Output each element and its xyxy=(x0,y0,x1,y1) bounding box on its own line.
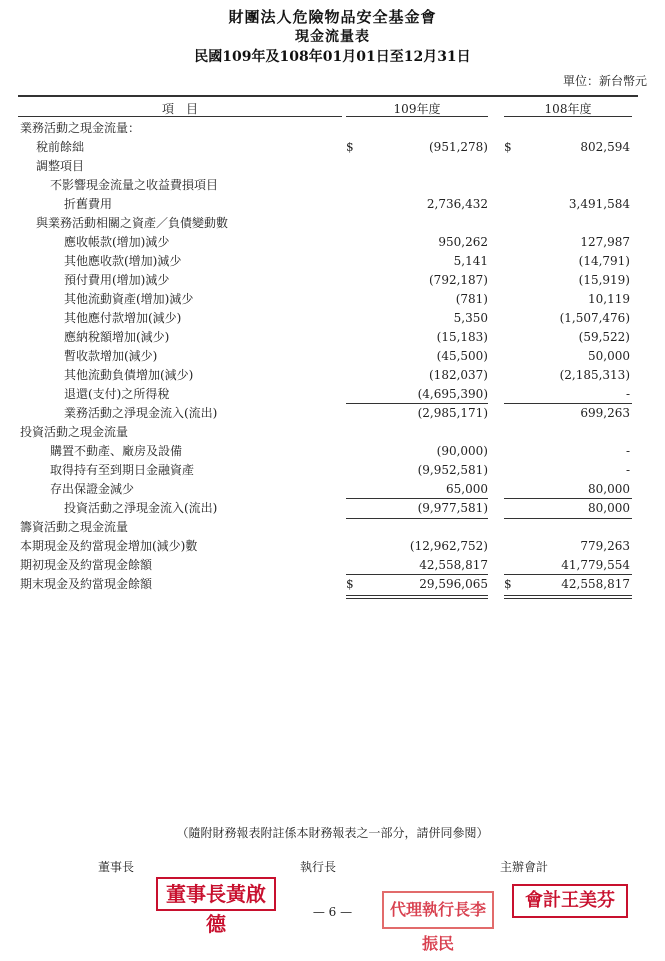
currency-symbol: $ xyxy=(346,140,354,154)
accountant-seal: 會計王美芬 xyxy=(512,884,628,918)
row-label: 業務活動之淨現金流入(流出) xyxy=(64,406,218,420)
value-108: 80,000 xyxy=(588,501,630,515)
row-label: 應收帳款(增加)減少 xyxy=(64,235,170,249)
row-label: 稅前餘絀 xyxy=(36,140,85,154)
page-number: — 6 — xyxy=(312,905,353,919)
value-108: 42,558,817 xyxy=(561,577,630,591)
table-row xyxy=(0,404,665,423)
top-rule xyxy=(18,95,638,97)
row-label: 購置不動產、廠房及設備 xyxy=(50,444,183,458)
row-label: 期初現金及約當現金餘額 xyxy=(20,558,153,572)
total-double-rule-109-b xyxy=(346,598,488,599)
report-title: 現金流量表 xyxy=(295,29,370,45)
value-108: - xyxy=(625,444,630,458)
ceo-seal: 代理執行長李振民 xyxy=(382,891,494,929)
table-row xyxy=(0,575,665,594)
row-label: 其他應付款增加(減少) xyxy=(64,311,182,325)
currency-symbol: $ xyxy=(346,577,354,591)
table-row xyxy=(0,442,665,461)
table-row xyxy=(0,499,665,518)
report-period: 民國109年及108年01月01日至12月31日 xyxy=(194,49,471,65)
table-row xyxy=(0,328,665,347)
currency-symbol: $ xyxy=(504,140,512,154)
value-109: (9,977,581) xyxy=(417,501,488,515)
table-row xyxy=(0,290,665,309)
chairman-label: 董事長 xyxy=(98,860,135,874)
accountant-label: 主辦會計 xyxy=(500,860,549,874)
value-109: 950,262 xyxy=(438,235,488,249)
value-108: (1,507,476) xyxy=(559,311,630,325)
ceo-label: 執行長 xyxy=(300,860,337,874)
row-label: 暫收款增加(減少) xyxy=(64,349,158,363)
report-org: 財團法人危險物品安全基金會 xyxy=(228,8,437,26)
total-double-rule-108-b xyxy=(504,598,632,599)
row-label: 應納稅額增加(減少) xyxy=(64,330,170,344)
row-label: 業務活動之現金流量： xyxy=(20,121,141,135)
value-109: (2,985,171) xyxy=(417,406,488,420)
row-label: 其他流動資產(增加)減少 xyxy=(64,292,194,306)
value-108: 80,000 xyxy=(588,482,630,496)
row-label: 其他流動負債增加(減少) xyxy=(64,368,194,382)
table-row xyxy=(0,309,665,328)
value-109: (90,000) xyxy=(436,444,488,458)
value-108: 10,119 xyxy=(588,292,630,306)
table-row xyxy=(0,385,665,404)
table-row xyxy=(0,537,665,556)
table-row xyxy=(0,176,665,195)
table-row xyxy=(0,252,665,271)
value-108: 41,779,554 xyxy=(561,558,630,572)
row-label: 退還(支付)之所得稅 xyxy=(64,387,170,401)
value-108: - xyxy=(625,387,630,401)
value-109: (781) xyxy=(455,292,488,306)
value-108: 802,594 xyxy=(580,140,630,154)
value-108: 779,263 xyxy=(580,539,630,553)
row-label: 調整項目 xyxy=(36,159,85,173)
footnote: （隨附財務報表附註係本財務報表之一部分，請併同參閱） xyxy=(176,826,489,840)
value-109: 65,000 xyxy=(446,482,488,496)
row-label: 存出保證金減少 xyxy=(50,482,135,496)
value-108: (2,185,313) xyxy=(559,368,630,382)
row-label: 取得持有至到期日金融資產 xyxy=(50,463,195,477)
row-label: 不影響現金流量之收益費損項目 xyxy=(50,178,219,192)
row-label: 籌資活動之現金流量 xyxy=(20,520,129,534)
chairman-seal: 董事長黃啟德 xyxy=(156,877,276,911)
value-108: (14,791) xyxy=(578,254,630,268)
table-row xyxy=(0,366,665,385)
total-double-rule-109-a xyxy=(346,595,488,596)
table-row xyxy=(0,138,665,157)
value-109: 5,141 xyxy=(453,254,488,268)
col-header-109: 109年度 xyxy=(393,102,441,116)
col-header-108: 108年度 xyxy=(544,102,592,116)
currency-symbol: $ xyxy=(504,577,512,591)
value-109: (4,695,390) xyxy=(417,387,488,401)
row-label: 投資活動之現金流量 xyxy=(20,425,129,439)
table-row xyxy=(0,480,665,499)
table-row xyxy=(0,214,665,233)
row-label: 期末現金及約當現金餘額 xyxy=(20,577,153,591)
row-label: 其他應收款(增加)減少 xyxy=(64,254,182,268)
row-label: 與業務活動相關之資產／負債變動數 xyxy=(36,216,229,230)
row-label: 本期現金及約當現金增加(減少)數 xyxy=(20,539,198,553)
table-row xyxy=(0,461,665,480)
value-109: (12,962,752) xyxy=(409,539,488,553)
value-108: (15,919) xyxy=(578,273,630,287)
value-108: 127,987 xyxy=(580,235,630,249)
row-label: 預付費用(增加)減少 xyxy=(64,273,170,287)
value-109: (182,037) xyxy=(429,368,488,382)
value-108: 50,000 xyxy=(588,349,630,363)
table-row xyxy=(0,423,665,442)
table-row xyxy=(0,347,665,366)
table-row xyxy=(0,556,665,575)
row-label: 投資活動之淨現金流入(流出) xyxy=(64,501,218,515)
value-109: 42,558,817 xyxy=(419,558,488,572)
value-109: (9,952,581) xyxy=(417,463,488,477)
table-row xyxy=(0,233,665,252)
value-109: 29,596,065 xyxy=(419,577,488,591)
value-109: 2,736,432 xyxy=(426,197,488,211)
value-108: 699,263 xyxy=(580,406,630,420)
col-header-item: 項 目 xyxy=(161,102,198,116)
value-109: (951,278) xyxy=(429,140,488,154)
table-row xyxy=(0,119,665,138)
value-108: (59,522) xyxy=(578,330,630,344)
table-row xyxy=(0,518,665,537)
value-109: (15,183) xyxy=(436,330,488,344)
table-row xyxy=(0,157,665,176)
value-109: 5,350 xyxy=(453,311,488,325)
row-label: 折舊費用 xyxy=(64,197,113,211)
value-109: (45,500) xyxy=(436,349,488,363)
value-108: 3,491,584 xyxy=(568,197,630,211)
table-row xyxy=(0,271,665,290)
currency-unit: 單位：新台幣元 xyxy=(562,74,647,88)
value-109: (792,187) xyxy=(429,273,488,287)
table-row xyxy=(0,195,665,214)
value-108: - xyxy=(625,463,630,477)
total-double-rule-108-a xyxy=(504,595,632,596)
